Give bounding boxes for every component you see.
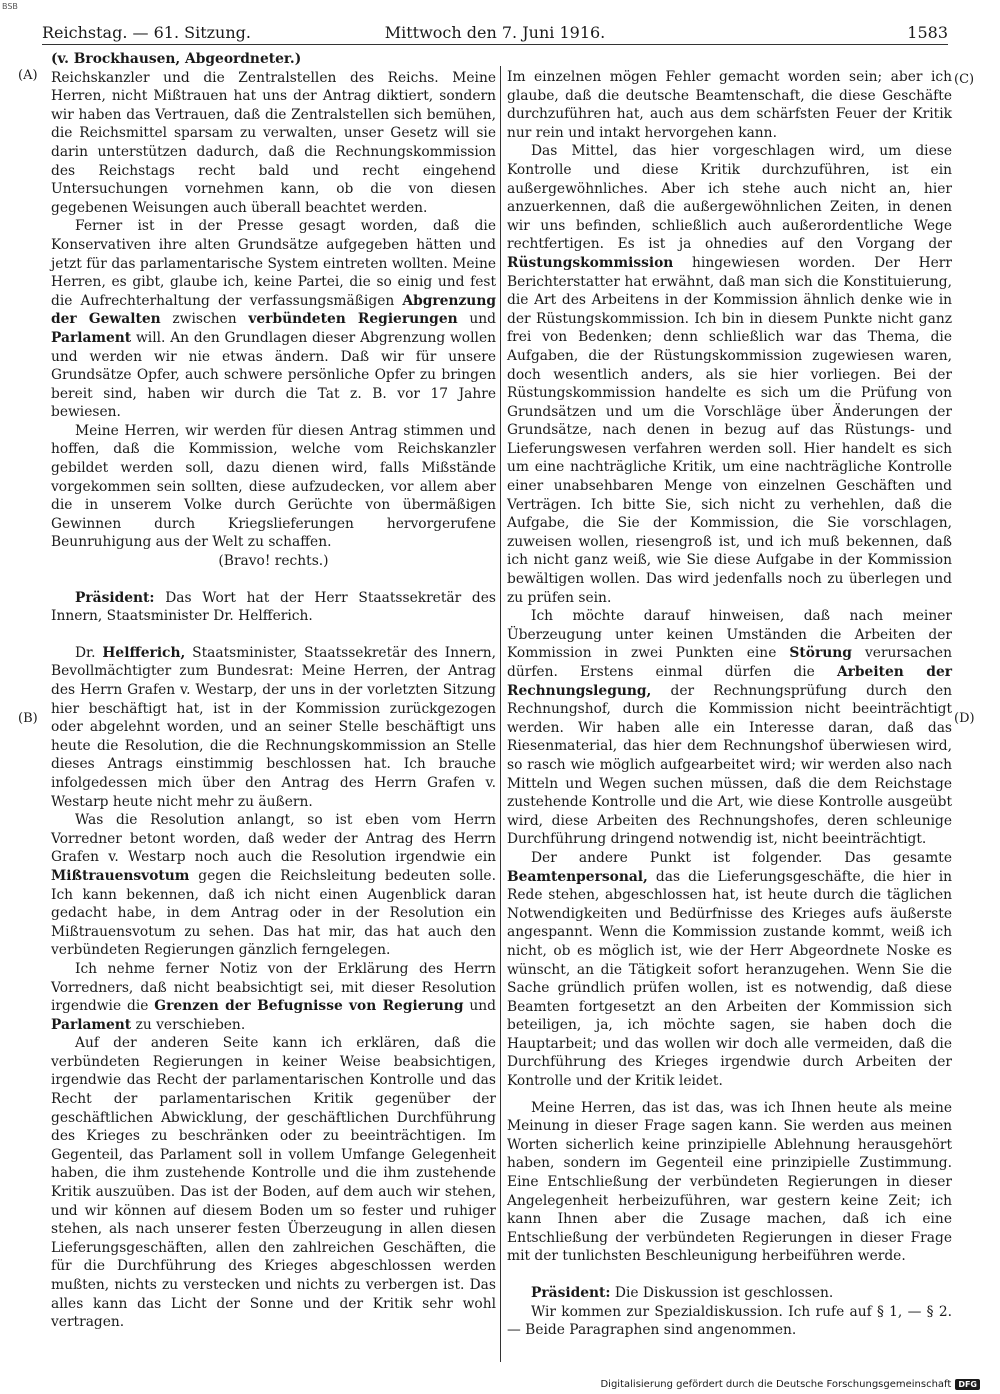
speaker-intro: Dr. Helfferich, Staatsminister, Staatssekretär des Innern, Bevollmächtigter zum Bundesrat: Meine Herren, der Antrag des Herrn Grafen v. Westarp, der uns in der vorletzten Sitzung hier beschäftigt hat, ist in der Kommission zurückgezogen oder abgelehnt worden, und an seiner Stelle beschäftigt uns heute die Resolution, die die Rechnungskommission an Stelle dieses Antrags einstimmig beschlossen hat. Ich brauche infolgedessen mich über den Antrag des Herrn Grafen v. Westarp heute nicht mehr zu äußern.	[51, 644, 496, 810]
left-column	[51, 50, 496, 1332]
speaker-label: (v. Brockhausen, Abgeordneter.)	[51, 51, 302, 67]
paragraph: Wir kommen zur Spezialdiskussion. Ich rufe auf § 1, — § 2. — Beide Paragraphen sind angenommen.	[507, 1303, 952, 1339]
paragraph: Ich möchte darauf hinweisen, daß nach meiner Überzeugung unter keinen Umständen die Arbeiten der Kommission in zwei Punkten eine Störung verursachen dürfen. Erstens einmal dürfen die Arbeiten der Rechnungslegung, der Rechnungsprüfung durch den Rechnungshof, durch die Kommission nicht beeinträchtigt werden. Wir haben alle ein Interesse daran, daß das Riesenmaterial, das hier dem Rechnungshof überwiesen wird, so rasch wie möglich aufgearbeitet wird; wir werden also nach Mitteln und Wegen suchen müssen, daß die dem Reichstage zustehende Kontrolle und die Art, wie diese Kontrolle ausgeübt wird, diese Arbeiten des Rechnungshofes, deren schleunige Durchführung dringend notwendig ist, nicht beeinträchtigt.	[507, 608, 952, 848]
dfg-logo: DFG	[955, 1379, 980, 1390]
header-left: Reichstag. — 61. Sitzung.	[42, 22, 251, 42]
paragraph: Auf der anderen Seite kann ich erklären, daß die verbündeten Regierungen in keiner Weise beabsichtigen, irgendwie das Recht der parlamentarischen Kontrolle und das Recht der parlamentarischen Kritik gegenüber der geschäftlichen Abwicklung, der geschäftlichen Durchführung des Krieges zu beschränken oder zu beeinträchtigen. Im Gegenteil, das Parlament soll in vollem Umfange Gelegenheit haben, die ihm zustehende Kontrolle und die ihm zustehende Kritik auszuüben. Das ist der Boden, auf dem auch wir stehen, und wir können auf diesem Boden um so fester und ruhiger stehen, als nach unserer festen Überzeugung in allen diesen Lieferungsgeschäften, allen den zahlreichen Geschäften, die für die Durchführung des Krieges abgeschlossen werden mußten, nichts zu verstecken und nichts zu verbergen ist. Das alles kann das Licht der Sonne und der Kritik sehr wohl vertragen.	[51, 1035, 496, 1331]
paragraph: Ferner ist in der Presse gesagt worden, daß die Konservativen ihre alten Grundsätze aufgegeben hätten und jetzt für das parlamentarische System eintreten wollten. Meine Herren, es gibt, glaube ich, keine Partei, die so einig und fest die Aufrechterhaltung der verfassungsmäßigen Abgrenzung der Gewalten zwischen verbündeten Regierungen und Parlament will. An den Grundlagen dieser Abgrenzung wollen und werden wir nie etwas ändern. Daß wir für unsere Grundsätze Opfer, auch schwere persönliche Opfer zu bringen bereit sind, haben wir durch die Tat z. B. vor 17 Jahre bewiesen.	[51, 218, 496, 421]
funding-footer	[600, 1379, 980, 1390]
margin-marker-c: (C)	[954, 72, 975, 87]
paragraph: Der andere Punkt ist folgender. Das gesamte Beamtenpersonal, das die Lieferungsgeschäfte, die hier in Rede stehen, abgeschlossen hat, ist heute durch die täglichen Notwendigkeiten und Bedürfnisse des Krieges aufs äußerste angespannt. Wenn die Kommission zustande kommt, weiß ich nicht, ob es möglich ist, wie der Herr Abgeordnete Noske es wünscht, an die Tätigkeit sofort heranzugehen. Wenn Sie die Sache gründlich prüfen wollen, ist es notwendig, daß diese Beamten fortgesetzt an den Arbeiten der Kommission sich beteiligen, ja, ich möchte sagen, sie haben doch die Hauptarbeit; und das wollen wir doch alle vermeiden, daß die Durchführung des Krieges irgendwie durch Arbeiten der Kontrolle und der Kritik leidet.	[507, 849, 952, 1090]
funding-text: Digitalisierung gefördert durch die Deutsche Forschungsgemeinschaft	[600, 1379, 952, 1390]
paragraph: Reichskanzler und die Zentralstellen des Reichs. Meine Herren, nicht Mißtrauen hat uns der Antrag diktiert, sondern wir haben das Vertrauen, daß die Zentralstellen sich bemühen, die Reichsmittel sparsam zu verwalten, unser Gesetz will sie darin unterstützen dadurch, daß die Rechnungskommission des Reichstags recht bald und recht eingehend Untersuchungen vornehmen kann, ob die von diesen gegebenen Weisungen auch überall beachtet werden.	[51, 69, 496, 216]
paragraph: Das Mittel, das hier vorgeschlagen wird, um diese Kontrolle und diese Kritik durchzuführen, ist ein außergewöhnliches. Aber ich stehe auch nicht an, hier anzuerkennen, daß die außergewöhnlichen Zeiten, in denen wir uns befinden, schließlich auch außerordentliche Wege rechtfertigen. Es ist ja ohnedies auf den Vorgang der Rüstungskommission hingewiesen worden. Der Herr Berichterstatter hat erwähnt, daß man sich die Konstituierung, die Art des Arbeitens in der Kommission ähnlich denke wie in der Rüstungskommission. Ich bin in diesem Punkte nicht ganz frei von Bedenken; denn schließlich war das Thema, die Aufgaben, die der Rüstungskommission zugewiesen waren, doch wesentlich anders, als sie hier vorliegen. Bei der Rüstungskommission handelte es sich um die Prüfung von Grundsätzen und um die Vorschläge über Änderungen der Grundsätze, nach denen in bezug auf das Rüstungs- und Lieferungswesen verfahren werden soll. Hier handelt es sich um eine nachträgliche Kritik, um eine nachträgliche Kontrolle einer unabsehbaren Menge von einzelnen Geschäften und Verträgen. Ich bitte Sie, sich nicht zu verhehlen, daß die Aufgabe, die Sie der Kommission, die Sie vorschlagen, zuweisen wollen, riesengroß ist, und ich muß bekennen, daß ich nicht ganz weiß, wie Sie diese Aufgabe in der Kommission bewältigen wollen. Das wird jedenfalls noch zu überlegen und zu prüfen sein.	[507, 143, 952, 606]
paragraph: Meine Herren, wir werden für diesen Antrag stimmen und hoffen, daß die Kommission, welche vom Reichskanzler gebildet werden soll, dazu dienen wird, falls Mißstände vorgekommen sein sollten, diese aufzudecken, vor allem aber die in unserem Volke durch Gerüchte von übermäßigen Gewinnen durch Kriegslieferungen hervorgerufene Beunruhigung aus der Welt zu schaffen.	[51, 422, 496, 551]
margin-marker-b: (B)	[18, 711, 38, 726]
right-column	[507, 68, 952, 1340]
header-rule	[42, 44, 948, 45]
column-divider	[500, 66, 501, 1362]
applause-note: (Bravo! rechts.)	[218, 553, 329, 570]
paragraph: Meine Herren, das ist das, was ich Ihnen heute als meine Meinung in dieser Frage sagen kann. Sie werden aus meinen Worten sicherlich keine prinzipielle Ablehnung herausgehört haben, sondern im Gegenteil eine prinzipielle Zustimmung. Eine Entschließung der verbündeten Regierungen in dieser Angelegenheit herbeizuführen, war gestern keine Zeit; ich kann Ihnen aber die Zusage machen, daß ich eine Entschließung der verbündeten Regierungen in dieser Frage mit der tunlichsten Beschleunigung herbeiführen werde.	[507, 1099, 952, 1265]
paragraph: Ich nehme ferner Notiz von der Erklärung des Herrn Vorredners, daß nicht beabsichtigt sei, mit dieser Resolution irgendwie die Grenzen der Befugnisse von Regierung und Parlament zu verschieben.	[51, 960, 496, 1033]
library-mark: BSB	[2, 2, 18, 11]
header-date: Mittwoch den 7. Juni 1916.	[384, 22, 606, 42]
page-header	[42, 20, 948, 44]
president-statement: Präsident: Das Wort hat der Herr Staatssekretär des Innern, Staatsminister Dr. Helfferich.	[51, 589, 496, 625]
president-statement: Präsident: Die Diskussion ist geschlossen.	[531, 1285, 834, 1301]
page-number: 1583	[907, 22, 948, 42]
margin-marker-a: (A)	[18, 68, 38, 83]
margin-marker-d: (D)	[954, 711, 975, 726]
paragraph: Im einzelnen mögen Fehler gemacht worden sein; aber ich glaube, daß die deutsche Beamtenschaft, die diese Geschäfte durchzuführen hat, auch aus dem schärfsten Feuer der Kritik nur rein und intakt hervorgehen kann.	[507, 69, 952, 141]
paragraph: Was die Resolution anlangt, so ist eben vom Herrn Vorredner betont worden, daß weder der Antrag des Herrn Grafen v. Westarp noch auch die Resolution irgendwie ein Mißtrauensvotum gegen die Reichsleitung bedeuten solle. Ich kann bekennen, daß ich nicht einen Augenblick daran gedacht habe, in dem Antrag oder in der Resolution ein Mißtrauensvotum zu sehen. Das hat mir, das hat auch den verbündeten Regierungen gänzlich ferngelegen.	[51, 812, 496, 959]
